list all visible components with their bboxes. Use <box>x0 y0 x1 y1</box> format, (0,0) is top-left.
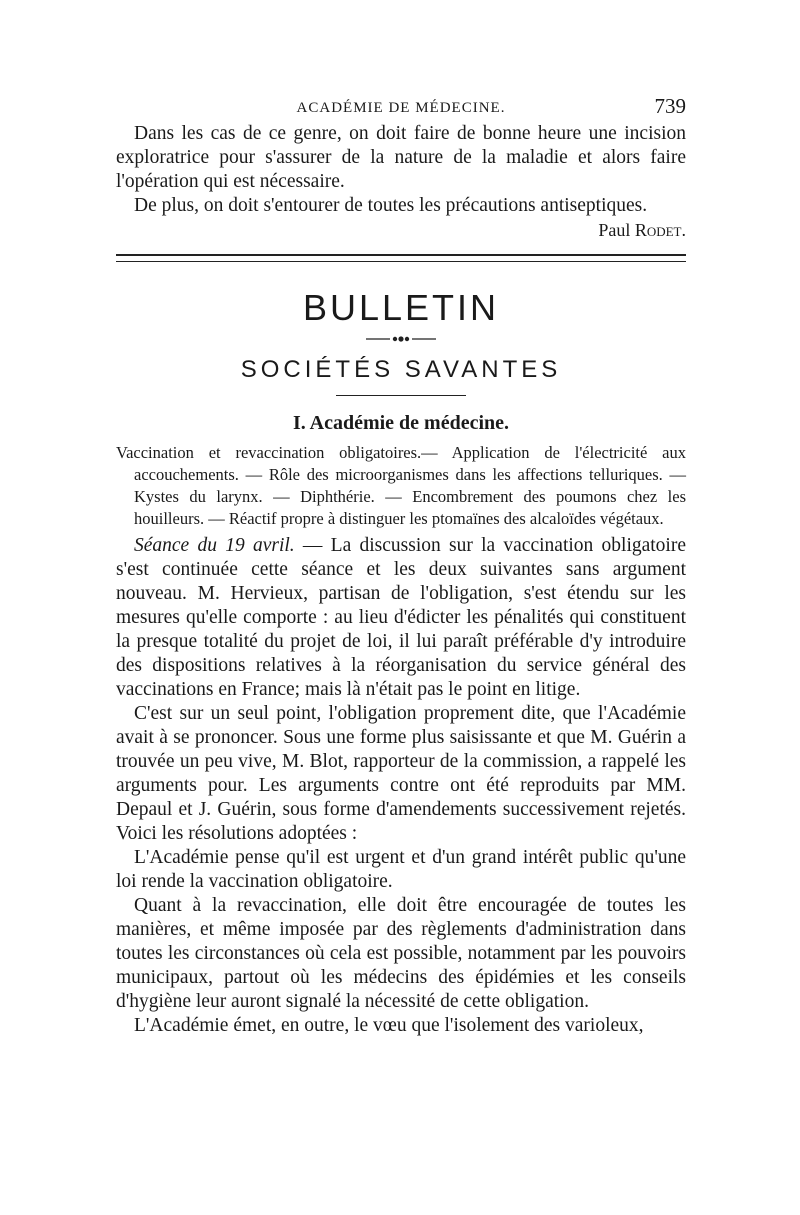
ornament-flourish-icon <box>366 335 436 343</box>
signature-last-name: Rodet. <box>634 220 686 240</box>
running-head-title: ACADÉMIE DE MÉDECINE. <box>296 100 506 116</box>
body-paragraph-1 <box>116 534 686 702</box>
body-paragraph-3: L'Académie pense qu'il est urgent et d'un grand intérêt public qu'une loi rende la vaccination obligatoire. <box>116 847 686 892</box>
section-divider-rule <box>116 254 686 262</box>
ornament-divider <box>116 332 686 347</box>
short-rule <box>336 395 466 396</box>
seance-date-label: Séance du 19 avril. <box>134 535 295 556</box>
signature-first-name: Paul <box>598 220 631 240</box>
bulletin-title: BULLETIN <box>302 287 500 328</box>
signature <box>116 218 686 242</box>
page <box>116 92 686 1038</box>
intro-paragraph-2: De plus, on doit s'entourer de toutes les précautions antiseptiques. <box>134 195 648 216</box>
societes-title: SOCIÉTÉS SAVANTES <box>240 356 562 383</box>
body-paragraph-4: Quant à la revaccination, elle doit être encouragée de toutes les manières, et même imposée par des règlements d'administration dans toutes les circonstances où cela est possible, notamment par les pouvoirs municipaux, partout où les médecins des épidémies et les conseils d'hygiène leur auront signalé la nécessité de cette obligation. <box>116 895 686 1012</box>
page-number: 739 <box>654 94 686 118</box>
body-paragraph-1-text: — La discussion sur la vaccination obligatoire s'est continuée cette séance et les deux suivantes sans argument nouveau. M. Hervieux, partisan de l'obligation, s'est étendu sur les mesures qu'elle comporte : au lieu d'édicter les pénalités qui constituent la presque totalité du projet de loi, il lui paraît préférable d'y introduire des dispositions relatives à la réorganisation du service général des vaccinations en France; mais là n'était pas le point en litige. <box>116 535 686 700</box>
intro-paragraph-1: Dans les cas de ce genre, on doit faire de bonne heure une incision exploratrice pour s'assurer de la nature de la maladie et alors faire l'opération qui est nécessaire. <box>116 123 686 192</box>
body-paragraph-5: L'Académie émet, en outre, le vœu que l'isolement des varioleux, <box>134 1015 644 1036</box>
section-summary: Vaccination et revaccination obligatoires.— Application de l'électricité aux accouchements. — Rôle des microorganismes dans les affections telluriques. — Kystes du larynx. — Diphthérie. — Encombrement des poumons chez les houilleurs. — Réactif propre à distinguer les ptomaïnes des alcaloïdes végétaux. <box>116 443 686 528</box>
running-head <box>116 92 686 122</box>
section-heading: I. Académie de médecine. <box>292 412 510 434</box>
body-paragraph-2: C'est sur un seul point, l'obligation proprement dite, que l'Académie avait à se prononcer. Sous une forme plus saisissante et que M. Guérin a trouvée un peu vive, M. Blot, rapporteur de la commission, a rappelé les arguments pour. Les arguments contre ont été reproduits par MM. Depaul et J. Guérin, sous forme d'amendements successivement rejetés. Voici les résolutions adoptées : <box>116 703 686 844</box>
